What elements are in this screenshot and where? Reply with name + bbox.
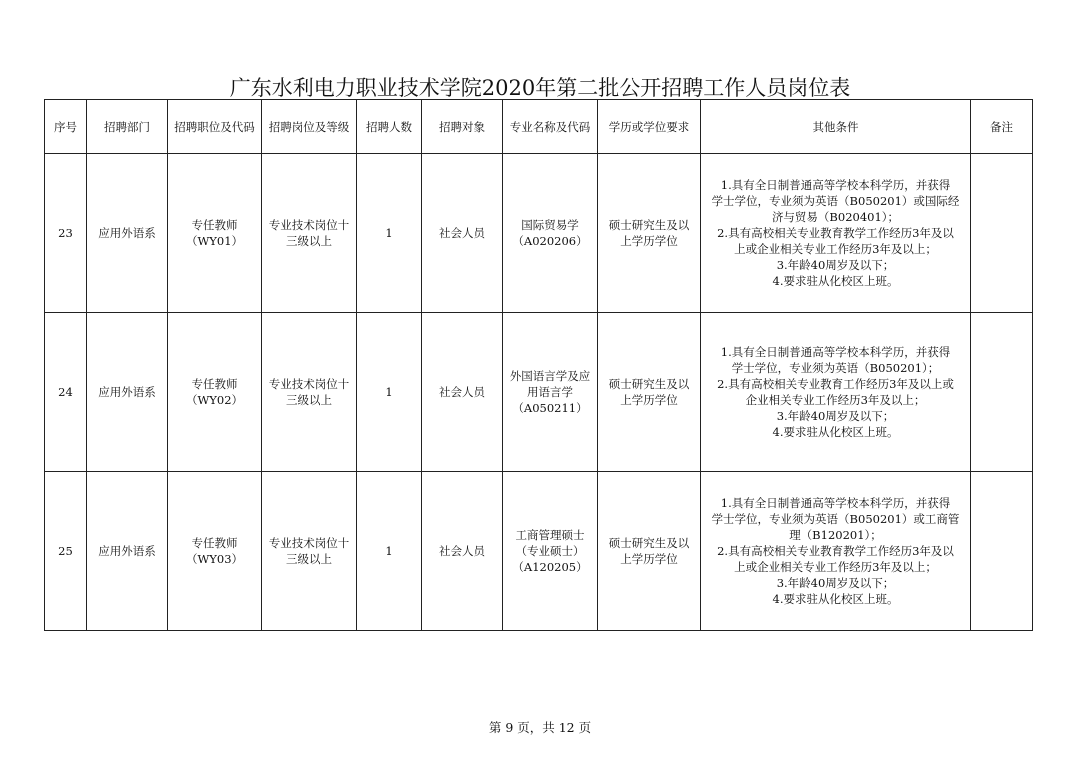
condition-line: 学士学位，专业须为英语（B050201）；: [731, 361, 940, 375]
condition-line: 上或企业相关专业工作经历3年及以上；: [734, 560, 937, 574]
condition-line: 3.年龄40周岁及以下；: [776, 409, 895, 423]
target-cell: 社会人员: [422, 472, 503, 631]
condition-line: 理（B120201）；: [789, 528, 882, 542]
level-cell-line: 三级以上: [286, 552, 332, 566]
education-cell: [598, 313, 701, 472]
position-cell: [168, 313, 262, 472]
header-cell: 其他条件: [701, 100, 971, 154]
target-cell: 社会人员: [422, 313, 503, 472]
condition-line: 1.具有全日制普通高等学校本科学历，并获得: [720, 496, 951, 510]
table-row: [45, 313, 1033, 472]
condition-line: 企业相关专业工作经历3年及以上；: [745, 393, 926, 407]
education-cell-line: 上学历学位: [620, 552, 678, 566]
header-cell: 招聘职位及代码: [168, 100, 262, 154]
remark-cell: [971, 313, 1033, 472]
major-cell: [503, 472, 598, 631]
education-cell-line: 硕士研究生及以: [608, 536, 690, 550]
headcount-cell: 1: [357, 313, 422, 472]
position-cell: [168, 154, 262, 313]
education-cell: [598, 472, 701, 631]
position-cell: [168, 472, 262, 631]
header-cell: 招聘岗位及等级: [262, 100, 357, 154]
condition-line: 上或企业相关专业工作经历3年及以上；: [734, 242, 937, 256]
conditions-cell: [701, 472, 971, 631]
row-number-cell: 24: [45, 313, 87, 472]
level-cell: [262, 313, 357, 472]
page-title: 广东水利电力职业技术学院2020年第二批公开招聘工作人员岗位表: [229, 76, 851, 100]
condition-line: 4.要求驻从化校区上班。: [772, 592, 899, 606]
position-cell-line: （WY01）: [185, 234, 244, 248]
position-cell-line: 专任教师: [191, 377, 238, 391]
position-cell-line: （WY03）: [185, 552, 244, 566]
education-cell-line: 硕士研究生及以: [608, 218, 690, 232]
level-cell-line: 专业技术岗位十: [268, 536, 350, 550]
major-cell: [503, 154, 598, 313]
major-cell-line: （A020206）: [512, 234, 588, 248]
condition-line: 学士学位，专业须为英语（B050201）或工商管: [711, 512, 960, 526]
condition-line: 1.具有全日制普通高等学校本科学历，并获得: [720, 345, 951, 359]
condition-line: 4.要求驻从化校区上班。: [772, 425, 899, 439]
major-cell-line: （专业硕士）: [515, 544, 585, 558]
level-cell: [262, 472, 357, 631]
position-cell-line: 专任教师: [191, 536, 238, 550]
department-cell: 应用外语系: [87, 154, 168, 313]
major-cell-line: 工商管理硕士: [515, 528, 585, 542]
level-cell-line: 专业技术岗位十: [268, 218, 350, 232]
condition-line: 济与贸易（B020401）；: [771, 210, 900, 224]
education-cell-line: 硕士研究生及以: [608, 377, 690, 391]
condition-line: 学士学位，专业须为英语（B050201）或国际经: [711, 194, 960, 208]
level-cell-line: 三级以上: [286, 234, 332, 248]
major-cell-line: （A120205）: [512, 560, 588, 574]
position-cell-line: 专任教师: [191, 218, 238, 232]
header-cell: 招聘对象: [422, 100, 503, 154]
position-cell-line: （WY02）: [185, 393, 244, 407]
target-cell: 社会人员: [422, 154, 503, 313]
table-header-row: [45, 100, 1033, 154]
major-cell-line: 外国语言学及应: [509, 369, 591, 383]
table-row: [45, 472, 1033, 631]
level-cell-line: 三级以上: [286, 393, 332, 407]
major-cell: [503, 313, 598, 472]
condition-line: 3.年龄40周岁及以下；: [776, 258, 895, 272]
condition-line: 1.具有全日制普通高等学校本科学历，并获得: [720, 178, 951, 192]
education-cell-line: 上学历学位: [620, 393, 678, 407]
page-footer: 第 9 页，共 12 页: [488, 720, 592, 735]
department-cell: 应用外语系: [87, 313, 168, 472]
header-cell: 招聘部门: [87, 100, 168, 154]
condition-line: 3.年龄40周岁及以下；: [776, 576, 895, 590]
education-cell: [598, 154, 701, 313]
headcount-cell: 1: [357, 154, 422, 313]
header-cell: 备注: [971, 100, 1033, 154]
conditions-cell: [701, 154, 971, 313]
condition-line: 2.具有高校相关专业教育教学工作经历3年及以: [717, 544, 954, 558]
header-cell: 专业名称及代码: [503, 100, 598, 154]
education-cell-line: 上学历学位: [620, 234, 678, 248]
level-cell-line: 专业技术岗位十: [268, 377, 350, 391]
major-cell-line: （A050211）: [512, 401, 588, 415]
table-row: [45, 154, 1033, 313]
major-cell-line: 国际贸易学: [521, 218, 579, 232]
row-number-cell: 25: [45, 472, 87, 631]
header-cell: 学历或学位要求: [598, 100, 701, 154]
header-cell: 招聘人数: [357, 100, 422, 154]
conditions-cell: [701, 313, 971, 472]
department-cell: 应用外语系: [87, 472, 168, 631]
condition-line: 4.要求驻从化校区上班。: [772, 274, 899, 288]
recruitment-table: [44, 99, 1033, 631]
remark-cell: [971, 154, 1033, 313]
condition-line: 2.具有高校相关专业教育工作经历3年及以上或: [717, 377, 954, 391]
level-cell: [262, 154, 357, 313]
major-cell-line: 用语言学: [527, 385, 573, 399]
header-cell: 序号: [45, 100, 87, 154]
condition-line: 2.具有高校相关专业教育教学工作经历3年及以: [717, 226, 954, 240]
row-number-cell: 23: [45, 154, 87, 313]
remark-cell: [971, 472, 1033, 631]
headcount-cell: 1: [357, 472, 422, 631]
